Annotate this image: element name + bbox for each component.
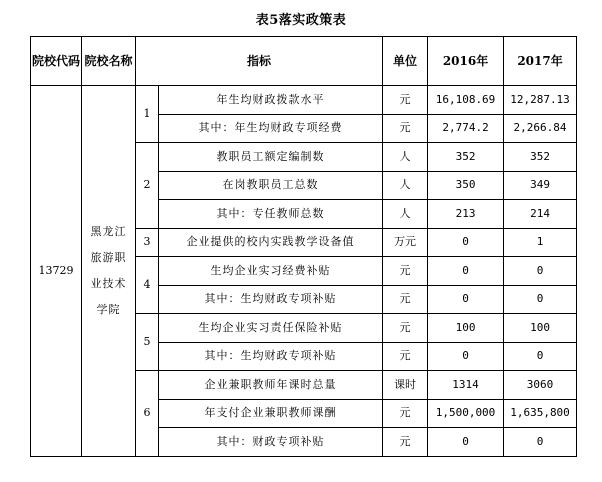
header-row [31,37,577,86]
indicator-cell: 其中：年生均财政专项经费 [159,114,383,143]
unit-cell: 元 [383,399,428,428]
table-row [31,86,577,115]
value-2016-cell: 0 [428,342,504,371]
value-2017-cell: 100 [504,314,577,343]
indicator-cell: 年生均财政拨款水平 [159,86,383,115]
value-2017-cell: 0 [504,342,577,371]
indicator-cell: 其中：专任教师总数 [159,200,383,229]
group-number: 6 [136,371,159,457]
value-2016-cell: 350 [428,171,504,200]
indicator-cell: 在岗教职员工总数 [159,171,383,200]
indicator-cell: 教职员工额定编制数 [159,143,383,172]
indicator-cell: 年支付企业兼职教师课酬 [159,399,383,428]
value-2017-cell: 3060 [504,371,577,400]
value-2016-cell: 2,774.2 [428,114,504,143]
policy-table [30,36,577,457]
header-2017: 2017年 [504,37,577,86]
value-2017-cell: 2,266.84 [504,114,577,143]
value-2017-cell: 349 [504,171,577,200]
unit-cell: 元 [383,314,428,343]
group-number: 3 [136,228,159,257]
value-2017-cell: 12,287.13 [504,86,577,115]
value-2017-cell: 214 [504,200,577,229]
group-number: 4 [136,257,159,314]
unit-cell: 人 [383,200,428,229]
value-2016-cell: 0 [428,228,504,257]
indicator-cell: 生均企业实习责任保险补贴 [159,314,383,343]
unit-cell: 人 [383,143,428,172]
header-indicator: 指标 [136,37,383,86]
value-2016-cell: 16,108.69 [428,86,504,115]
indicator-cell: 其中：生均财政专项补贴 [159,342,383,371]
unit-cell: 人 [383,171,428,200]
value-2016-cell: 100 [428,314,504,343]
group-number: 5 [136,314,159,371]
value-2016-cell: 0 [428,428,504,457]
header-name: 院校名称 [82,37,136,86]
value-2016-cell: 213 [428,200,504,229]
value-2017-cell: 0 [504,257,577,286]
value-2016-cell: 1,500,000 [428,399,504,428]
unit-cell: 课时 [383,371,428,400]
value-2016-cell: 0 [428,257,504,286]
value-2017-cell: 1 [504,228,577,257]
table-title: 表5落实政策表 [255,13,347,28]
header-unit: 单位 [383,37,428,86]
value-2016-cell: 352 [428,143,504,172]
value-2016-cell: 0 [428,285,504,314]
group-number: 2 [136,143,159,229]
indicator-cell: 其中：生均财政专项补贴 [159,285,383,314]
value-2016-cell: 1314 [428,371,504,400]
value-2017-cell: 352 [504,143,577,172]
unit-cell: 元 [383,342,428,371]
value-2017-cell: 0 [504,285,577,314]
unit-cell: 元 [383,257,428,286]
unit-cell: 万元 [383,228,428,257]
unit-cell: 元 [383,428,428,457]
value-2017-cell: 0 [504,428,577,457]
indicator-cell: 企业兼职教师年课时总量 [159,371,383,400]
indicator-cell: 企业提供的校内实践教学设备值 [159,228,383,257]
indicator-cell: 其中：财政专项补贴 [159,428,383,457]
unit-cell: 元 [383,114,428,143]
school-name: 黑龙江旅游职业技术学院 [82,86,136,457]
header-code: 院校代码 [31,37,82,86]
header-2016: 2016年 [428,37,504,86]
school-code: 13729 [31,86,82,457]
unit-cell: 元 [383,285,428,314]
unit-cell: 元 [383,86,428,115]
indicator-cell: 生均企业实习经费补贴 [159,257,383,286]
value-2017-cell: 1,635,800 [504,399,577,428]
group-number: 1 [136,86,159,143]
